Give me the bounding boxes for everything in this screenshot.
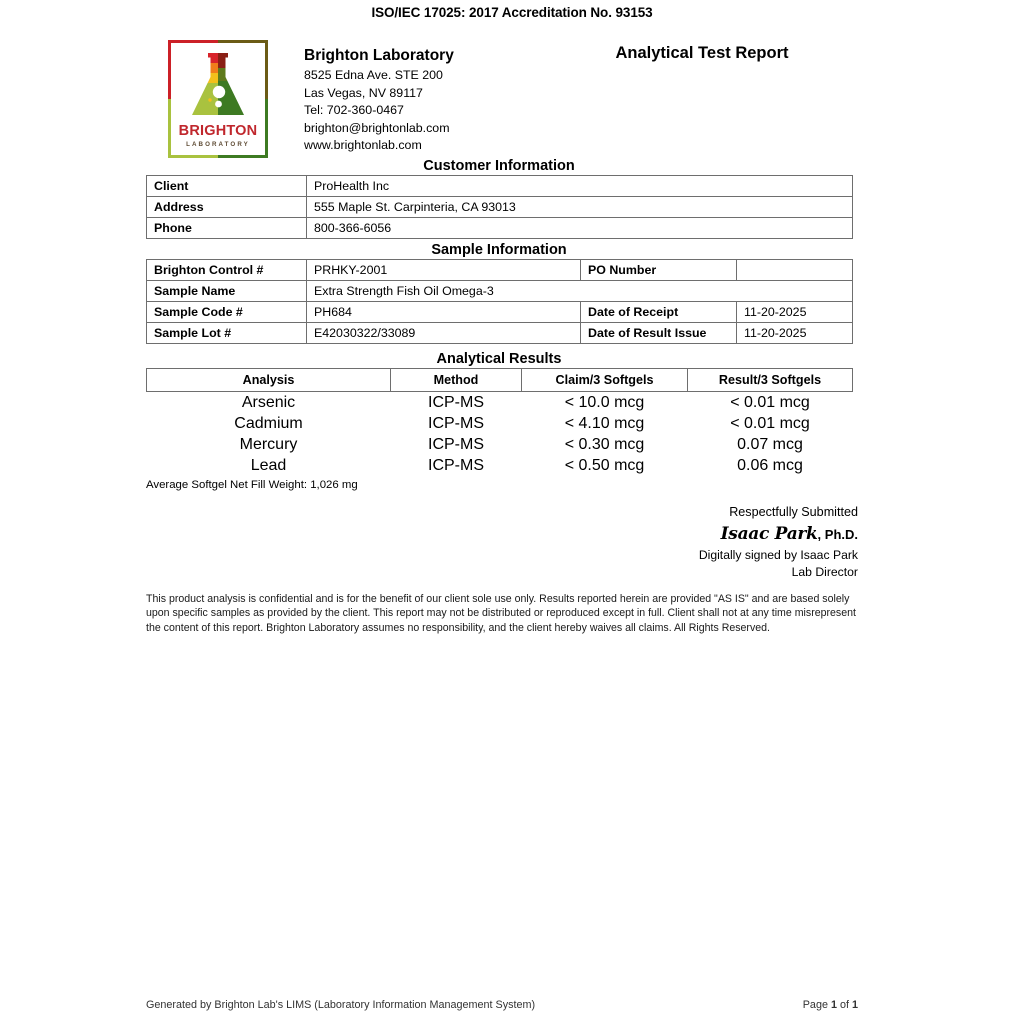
result-method: ICP-MS xyxy=(428,435,484,453)
footer-page-of: of xyxy=(836,999,852,1011)
lab-address-line-2: Las Vegas, NV 89117 xyxy=(304,85,423,100)
date-of-result-issue-label: Date of Result Issue xyxy=(581,323,737,344)
logo-brand-name: BRIGHTON xyxy=(178,123,258,139)
lab-telephone: Tel: 702-360-0467 xyxy=(304,103,404,118)
signature-name-row xyxy=(146,522,858,547)
table-row xyxy=(147,281,853,302)
phone-value: 800-366-6056 xyxy=(307,218,853,239)
brighton-control-label: Brighton Control # xyxy=(147,260,307,281)
signature-image: Isaac Park xyxy=(720,524,818,544)
sample-name-value: Extra Strength Fish Oil Omega-3 xyxy=(307,281,853,302)
brighton-laboratory-logo xyxy=(168,40,268,158)
client-label: Client xyxy=(147,176,307,197)
signature-credential: , Ph.D. xyxy=(817,527,858,542)
disclaimer-text: This product analysis is confidential and is for the benefit of our client sole use only. Results reported herein are provided "AS IS" and are based solely upon specific samples as provided by the client. This report may not be distributed or reproduced except in full. Client shall not at any time misrepresent the content of this report. Brighton Laboratory assumes no responsibility, and the client hereby waives all claims. All Rights Reserved. xyxy=(146,593,856,634)
sample-information-table xyxy=(146,259,853,344)
sample-code-label: Sample Code # xyxy=(147,302,307,323)
column-header-method: Method xyxy=(391,369,522,392)
table-row xyxy=(147,413,853,434)
table-row xyxy=(147,197,853,218)
digitally-signed-note: Digitally signed by Isaac Park xyxy=(698,548,858,562)
po-number-value xyxy=(737,260,853,281)
brighton-control-value: PRHKY-2001 xyxy=(307,260,581,281)
sample-information-title: Sample Information xyxy=(431,242,567,258)
customer-information-title: Customer Information xyxy=(423,158,575,174)
lab-email: brighton@brightonlab.com xyxy=(304,120,450,135)
table-row xyxy=(147,176,853,197)
date-of-receipt-value: 11-20-2025 xyxy=(737,302,853,323)
result-method: ICP-MS xyxy=(428,414,484,432)
result-claim: < 10.0 mcg xyxy=(564,393,645,411)
sample-code-value: PH684 xyxy=(307,302,581,323)
result-analysis: Mercury xyxy=(239,435,298,453)
accreditation-header: ISO/IEC 17025: 2017 Accreditation No. 93153 xyxy=(371,5,653,20)
table-row xyxy=(147,434,853,455)
address-label: Address xyxy=(147,197,307,218)
result-value: < 0.01 mcg xyxy=(730,414,810,432)
sample-lot-value: E42030322/33089 xyxy=(307,323,581,344)
date-of-receipt-label: Date of Receipt xyxy=(581,302,737,323)
customer-information-table xyxy=(146,175,853,239)
lab-name: Brighton Laboratory xyxy=(304,47,454,64)
table-row xyxy=(147,392,853,414)
report-title: Analytical Test Report xyxy=(615,44,789,62)
analytical-results-section xyxy=(146,350,852,493)
result-method: ICP-MS xyxy=(428,393,484,411)
table-row xyxy=(147,218,853,239)
letterhead xyxy=(146,38,858,163)
result-value: 0.07 mcg xyxy=(737,435,803,453)
result-analysis: Arsenic xyxy=(241,393,296,411)
result-analysis: Cadmium xyxy=(234,414,303,432)
table-row xyxy=(147,323,853,344)
table-row xyxy=(147,260,853,281)
footer-page-current: 1 xyxy=(830,999,837,1011)
column-header-claim: Claim/3 Softgels xyxy=(522,369,688,392)
result-claim: < 0.30 mcg xyxy=(564,435,645,453)
footer-page-number xyxy=(803,999,858,1011)
result-claim: < 0.50 mcg xyxy=(564,456,645,474)
logo-brand-subtitle: LABORATORY xyxy=(186,141,250,148)
footer-page-total: 1 xyxy=(851,999,858,1011)
result-claim: < 4.10 mcg xyxy=(564,414,645,432)
analytical-results-title: Analytical Results xyxy=(436,351,562,367)
flask-icon xyxy=(188,51,248,123)
logo-wordmark xyxy=(168,124,268,150)
sample-name-label: Sample Name xyxy=(147,281,307,302)
respectfully-submitted-label: Respectfully Submitted xyxy=(729,505,858,519)
result-value: < 0.01 mcg xyxy=(730,393,810,411)
lab-website: www.brightonlab.com xyxy=(304,138,422,153)
date-of-result-issue-value: 11-20-2025 xyxy=(737,323,853,344)
average-net-fill-weight-note: Average Softgel Net Fill Weight: 1,026 mg xyxy=(146,479,358,491)
result-analysis: Lead xyxy=(250,456,287,474)
signer-role: Lab Director xyxy=(791,564,858,579)
table-header-row xyxy=(147,369,853,392)
phone-label: Phone xyxy=(147,218,307,239)
customer-information-section xyxy=(146,157,852,239)
analytical-results-table xyxy=(146,368,853,476)
column-header-analysis: Analysis xyxy=(147,369,391,392)
address-value: 555 Maple St. Carpinteria, CA 93013 xyxy=(307,197,853,218)
table-row xyxy=(147,455,853,476)
result-value: 0.06 mcg xyxy=(737,456,803,474)
po-number-label: PO Number xyxy=(581,260,737,281)
lab-address-line-1: 8525 Edna Ave. STE 200 xyxy=(304,68,443,82)
sample-lot-label: Sample Lot # xyxy=(147,323,307,344)
signature-block xyxy=(146,503,858,580)
result-method: ICP-MS xyxy=(428,456,484,474)
footer-generated-by: Generated by Brighton Lab's LIMS (Laboratory Information Management System) xyxy=(146,999,536,1011)
sample-information-section xyxy=(146,241,852,344)
client-value: ProHealth Inc xyxy=(307,176,853,197)
footer-page-prefix: Page xyxy=(802,999,831,1011)
column-header-result: Result/3 Softgels xyxy=(688,369,853,392)
table-row xyxy=(147,302,853,323)
